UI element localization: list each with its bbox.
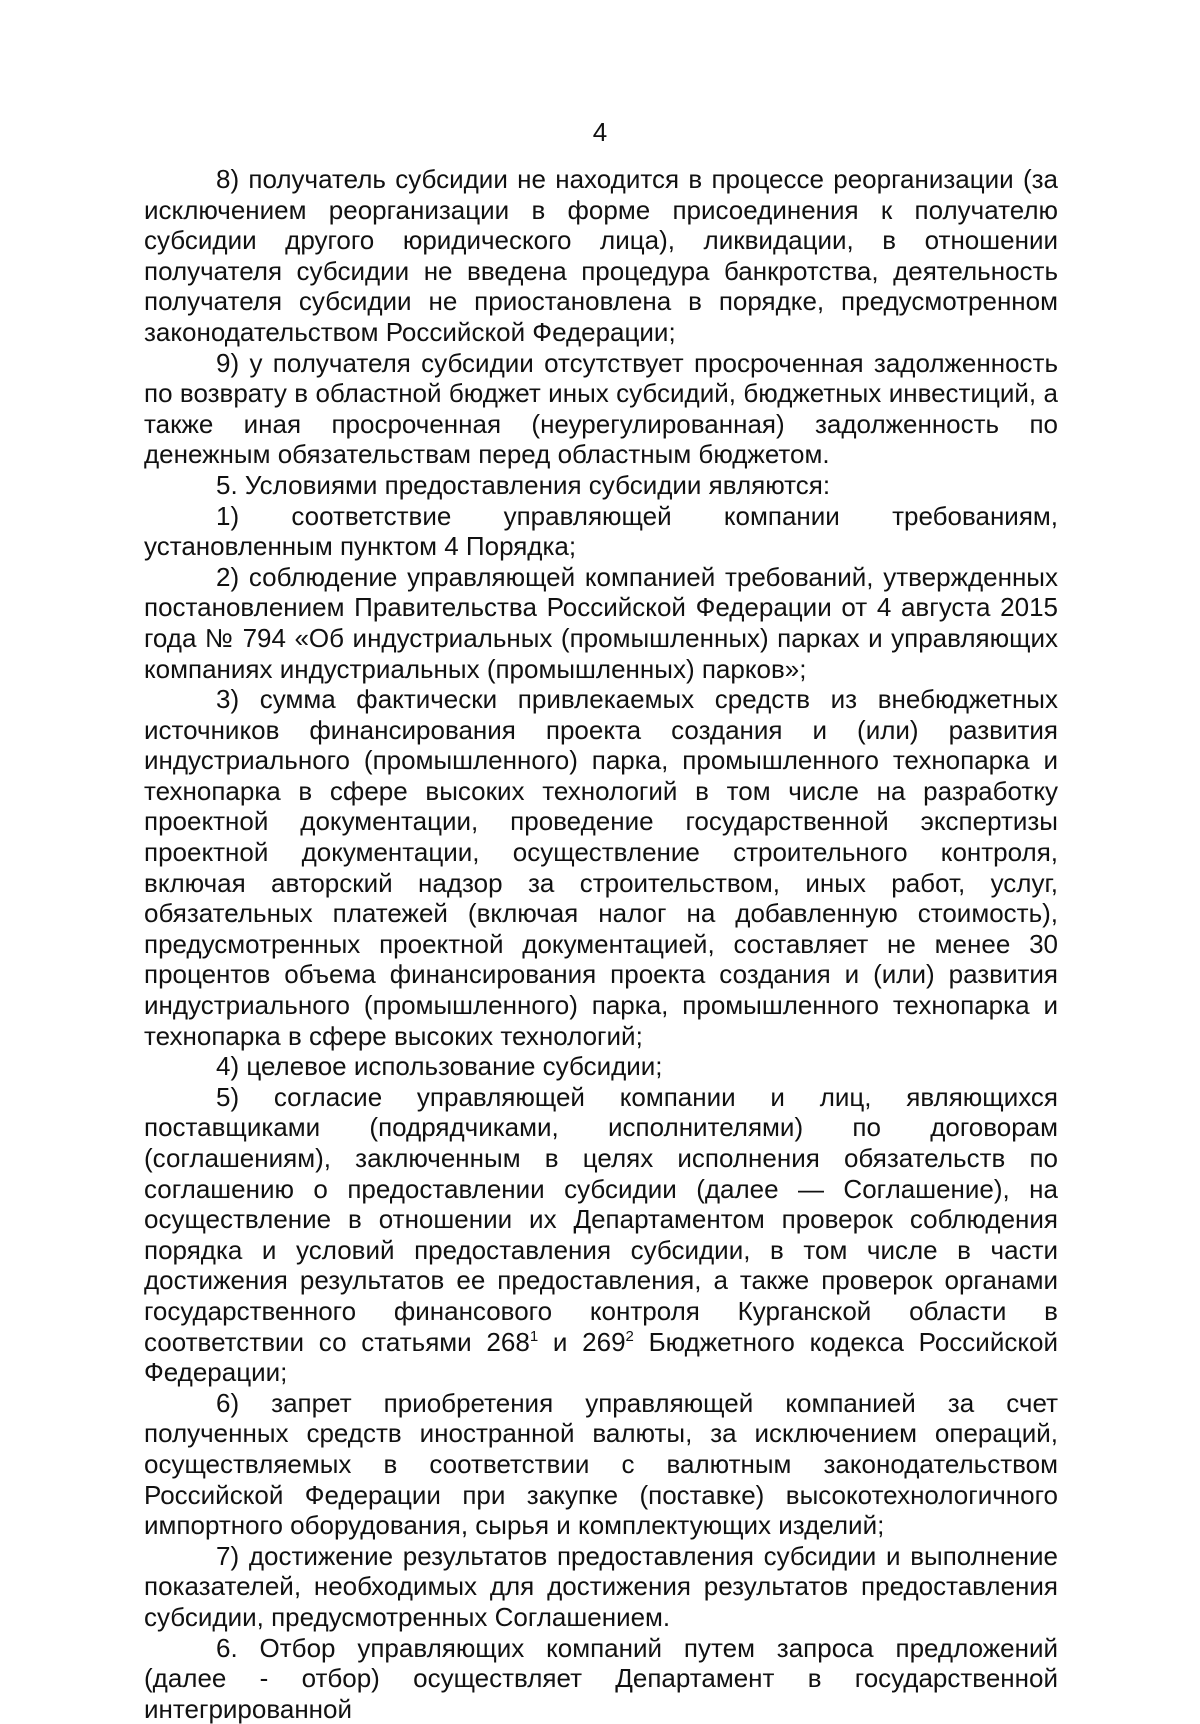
superscript-article-268: 1 bbox=[530, 1328, 538, 1345]
paragraph-condition-6: 6) запрет приобретения управляющей компанией за счет полученных средств иностранной валюты, за исключением операций, осуществляемых в соответствии с валютным законодательством Российской Федерации при закупке (поставке) высокотехнологичного импортного оборудования, сырья и комплектующих изделий; bbox=[144, 1388, 1058, 1541]
superscript-article-269: 2 bbox=[626, 1328, 634, 1345]
paragraph-condition-4: 4) целевое использование субсидии; bbox=[144, 1051, 1058, 1082]
paragraph-condition-3: 3) сумма фактически привлекаемых средств из внебюджетных источников финансирования проекта создания и (или) развития индустриального (промышленного) парка, промышленного технопарка и технопарка в сфере высоких технологий в том числе на разработку проектной документации, проведение государственной экспертизы проектной документации, осуществление строительного контроля, включая авторский надзор за строительством, иных работ, услуг, обязательных платежей (включая налог на добавленную стоимость), предусмотренных проектной документацией, составляет не менее 30 процентов объема финансирования проекта создания и (или) развития индустриального (промышленного) парка, промышленного технопарка и технопарка в сфере высоких технологий; bbox=[144, 684, 1058, 1051]
document-body bbox=[144, 164, 1058, 1724]
paragraph-section-6: 6. Отбор управляющих компаний путем запроса предложений (далее - отбор) осуществляет Департамент в государственной интегрированной bbox=[144, 1633, 1058, 1724]
paragraph-condition-7: 7) достижение результатов предоставления субсидии и выполнение показателей, необходимых для достижения результатов предоставления субсидии, предусмотренных Соглашением. bbox=[144, 1541, 1058, 1633]
paragraph-condition-1: 1) соответствие управляющей компании требованиям, установленным пунктом 4 Порядка; bbox=[144, 501, 1058, 562]
paragraph-section-5-heading: 5. Условиями предоставления субсидии являются: bbox=[144, 470, 1058, 501]
condition-5-text-after: Бюджетного кодекса Российской Федерации; bbox=[144, 1327, 1058, 1388]
paragraph-condition-5 bbox=[144, 1082, 1058, 1388]
condition-5-text-middle: и 269 bbox=[538, 1327, 625, 1357]
paragraph-item-9: 9) у получателя субсидии отсутствует просроченная задолженность по возврату в областной бюджет иных субсидий, бюджетных инвестиций, а также иная просроченная (неурегулированная) задолженность по денежным обязательствам перед областным бюджетом. bbox=[144, 348, 1058, 470]
condition-5-text-before: 5) согласие управляющей компании и лиц, являющихся поставщиками (подрядчиками, исполнителями) по договорам (соглашениям), заключенным в целях исполнения обязательств по соглашению о предоставлении субсидии (далее — Соглашение), на осуществление в отношении их Департаментом проверок соблюдения порядка и условий предоставления субсидии, в том числе в части достижения результатов ее предоставления, а также проверок органами государственного финансового контроля Курганской области в соответствии со статьями 268 bbox=[144, 1082, 1058, 1357]
page-number: 4 bbox=[0, 117, 1200, 147]
paragraph-item-8: 8) получатель субсидии не находится в процессе реорганизации (за исключением реорганизации в форме присоединения к получателю субсидии другого юридического лица), ликвидации, в отношении получателя субсидии не введена процедура банкротства, деятельность получателя субсидии не приостановлена в порядке, предусмотренном законодательством Российской Федерации; bbox=[144, 164, 1058, 348]
paragraph-condition-2: 2) соблюдение управляющей компанией требований, утвержденных постановлением Правительства Российской Федерации от 4 августа 2015 года № 794 «Об индустриальных (промышленных) парках и управляющих компаниях индустриальных (промышленных) парков»; bbox=[144, 562, 1058, 684]
